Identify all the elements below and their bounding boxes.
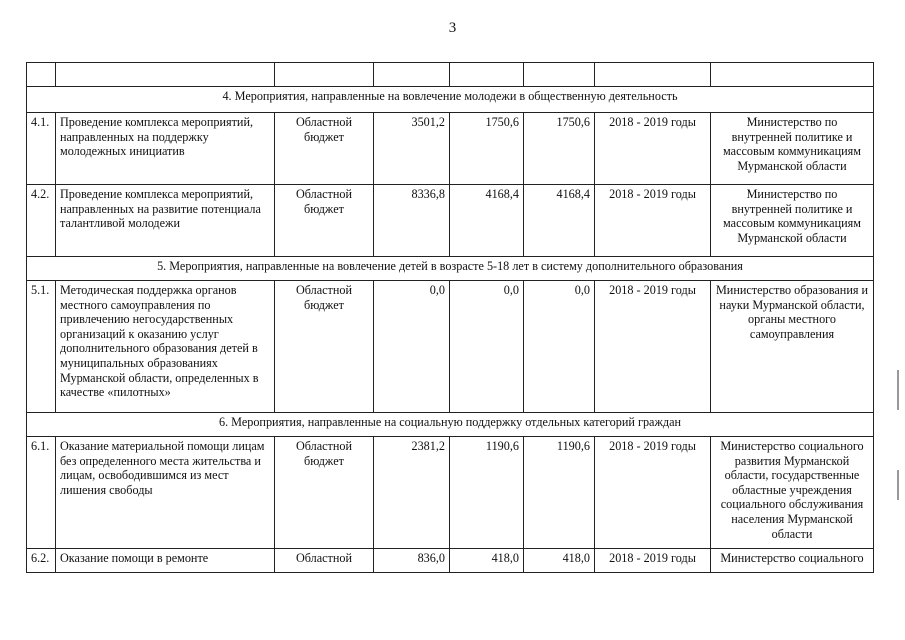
header-cell [711, 63, 874, 87]
row-year2: 1190,6 [524, 437, 595, 549]
row-name: Оказание материальной помощи лицам без определенного места жительства и лицам, освободившимся из мест лишения свободы [56, 437, 275, 549]
header-cell [374, 63, 450, 87]
header-cell [56, 63, 275, 87]
section-row [27, 413, 874, 437]
table-row [27, 113, 874, 185]
row-year2: 1750,6 [524, 113, 595, 185]
row-name: Оказание помощи в ремонте [56, 549, 275, 573]
row-source: Областной бюджет [275, 281, 374, 413]
row-source: Областной [275, 549, 374, 573]
header-row [27, 63, 874, 87]
row-period: 2018 - 2019 годы [595, 281, 711, 413]
row-id: 6.1. [27, 437, 56, 549]
row-executor: Министерство социального развития Мурманской области, государственные областные учреждения социального обслуживания населения Мурманской области [711, 437, 874, 549]
row-source: Областной бюджет [275, 437, 374, 549]
row-source: Областной бюджет [275, 113, 374, 185]
row-year1: 418,0 [450, 549, 524, 573]
section-row [27, 87, 874, 113]
row-year1: 1750,6 [450, 113, 524, 185]
row-id: 4.2. [27, 185, 56, 257]
row-year1: 1190,6 [450, 437, 524, 549]
section-title: 4. Мероприятия, направленные на вовлечение молодежи в общественную деятельность [27, 87, 874, 113]
row-id: 6.2. [27, 549, 56, 573]
table-row [27, 185, 874, 257]
row-year2: 4168,4 [524, 185, 595, 257]
row-name: Проведение комплекса мероприятий, направленных на поддержку молодежных инициатив [56, 113, 275, 185]
header-cell [595, 63, 711, 87]
row-year2: 0,0 [524, 281, 595, 413]
row-period: 2018 - 2019 годы [595, 549, 711, 573]
row-total: 836,0 [374, 549, 450, 573]
row-name: Методическая поддержка органов местного самоуправления по привлечению негосударственных организаций к оказанию услуг дополнительного образования детей в муниципальных образованиях Мурманской области, определенных в качестве «пилотных» [56, 281, 275, 413]
scan-edge-mark [897, 470, 899, 500]
table-row [27, 437, 874, 549]
row-year1: 0,0 [450, 281, 524, 413]
row-total: 8336,8 [374, 185, 450, 257]
scan-edge-mark [897, 370, 899, 410]
row-id: 4.1. [27, 113, 56, 185]
measures-table [26, 62, 874, 573]
row-name: Проведение комплекса мероприятий, направленных на развитие потенциала талантливой молодежи [56, 185, 275, 257]
row-executor: Министерство по внутренней политике и массовым коммуникациям Мурманской области [711, 113, 874, 185]
section-title: 6. Мероприятия, направленные на социальную поддержку отдельных категорий граждан [27, 413, 874, 437]
row-total: 0,0 [374, 281, 450, 413]
row-year2: 418,0 [524, 549, 595, 573]
row-period: 2018 - 2019 годы [595, 437, 711, 549]
row-period: 2018 - 2019 годы [595, 113, 711, 185]
row-year1: 4168,4 [450, 185, 524, 257]
row-executor: Министерство социального [711, 549, 874, 573]
row-total: 2381,2 [374, 437, 450, 549]
header-cell [524, 63, 595, 87]
row-source: Областной бюджет [275, 185, 374, 257]
section-title: 5. Мероприятия, направленные на вовлечение детей в возрасте 5-18 лет в систему дополнительного образования [27, 257, 874, 281]
header-cell [275, 63, 374, 87]
section-row [27, 257, 874, 281]
row-period: 2018 - 2019 годы [595, 185, 711, 257]
header-cell [27, 63, 56, 87]
table-row [27, 281, 874, 413]
header-cell [450, 63, 524, 87]
table-row [27, 549, 874, 573]
page-number: 3 [448, 20, 457, 36]
row-executor: Министерство образования и науки Мурманской области, органы местного самоуправления [711, 281, 874, 413]
row-id: 5.1. [27, 281, 56, 413]
row-total: 3501,2 [374, 113, 450, 185]
row-executor: Министерство по внутренней политике и массовым коммуникациям Мурманской области [711, 185, 874, 257]
